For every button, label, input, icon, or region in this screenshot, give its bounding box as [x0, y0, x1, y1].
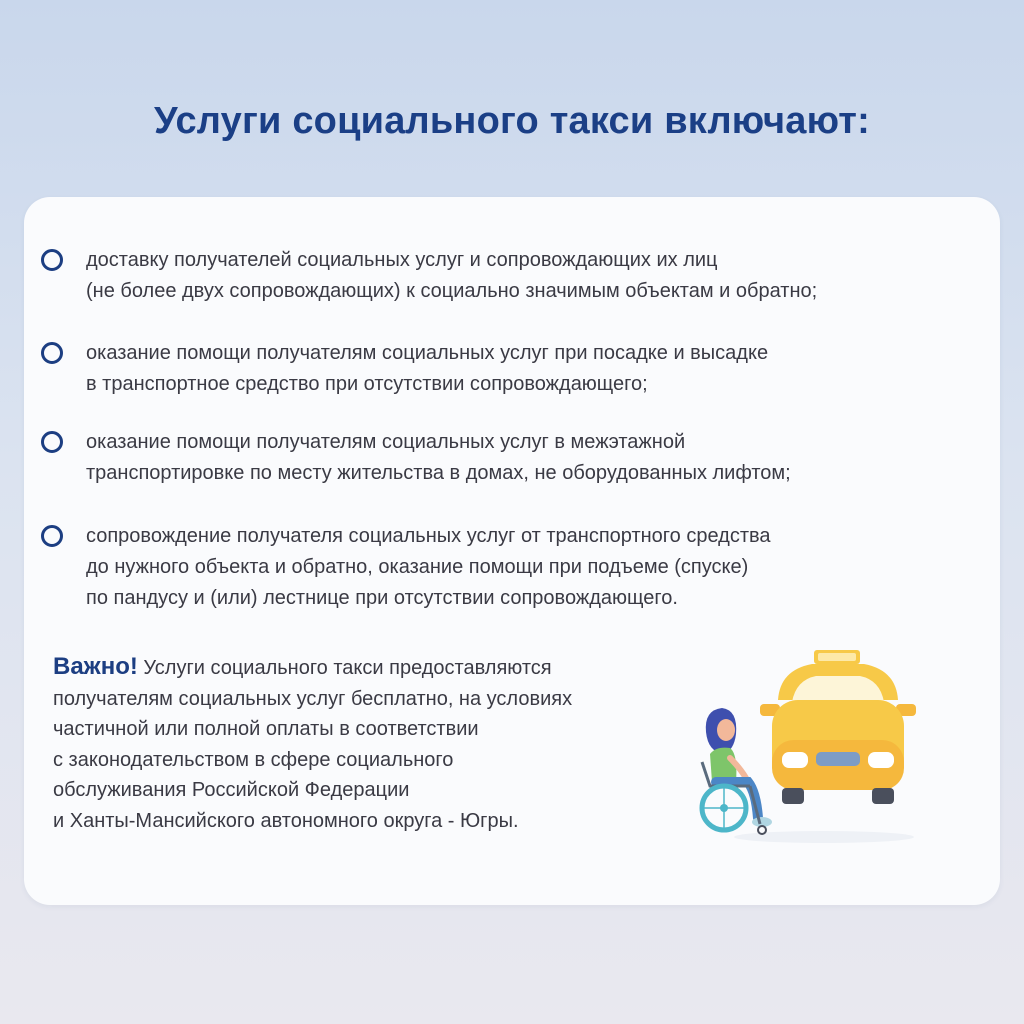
taxi-and-wheelchair-user-illustration: [664, 642, 924, 862]
list-item-line: доставку получателей социальных услуг и сопровождающих их лиц: [86, 249, 718, 271]
important-line-text: Услуги социального такси предоставляются: [143, 657, 552, 679]
list-item-text: [86, 245, 986, 307]
list-item-line: до нужного объекта и обратно, оказание помощи при подъеме (спуске): [86, 556, 749, 578]
taxi-icon: [760, 650, 916, 804]
list-item-line: оказание помощи получателям социальных услуг в межэтажной: [86, 431, 686, 453]
important-label: Важно!: [53, 653, 138, 680]
important-line: частичной или полной оплаты в соответствии: [53, 718, 479, 740]
circle-bullet-icon: [41, 342, 63, 364]
list-item-text: [86, 521, 986, 614]
list-item-line: в транспортное средство при отсутствии сопровождающего;: [86, 373, 648, 395]
wheelchair-user-icon: [702, 708, 772, 834]
list-item-text: [86, 338, 986, 400]
important-line: с законодательством в сфере социального: [53, 748, 454, 771]
list-item-line: оказание помощи получателям социальных услуг при посадке и высадке: [86, 342, 769, 364]
circle-bullet-icon: [41, 431, 63, 453]
circle-bullet-icon: [41, 249, 63, 271]
list-item-line: (не более двух сопровождающих) к социально значимым объектам и обратно;: [86, 280, 818, 302]
important-line: получателям социальных услуг бесплатно, на условиях: [53, 687, 573, 710]
important-line: [53, 652, 693, 684]
important-note: [53, 652, 693, 836]
circle-bullet-icon: [41, 525, 63, 547]
list-item-text: [86, 427, 986, 489]
important-line: обслуживания Российской Федерации: [53, 779, 410, 801]
page-title: Услуги социального такси включают:: [154, 100, 870, 142]
list-item-line: сопровождение получателя социальных услуг от транспортного средства: [86, 525, 771, 547]
services-card: [24, 197, 1000, 905]
list-item-line: транспортировке по месту жительства в домах, не оборудованных лифтом;: [86, 462, 791, 484]
important-line: и Ханты-Мансийского автономного округа - Югры.: [53, 809, 519, 832]
list-item-line: по пандусу и (или) лестнице при отсутствии сопровождающего.: [86, 587, 678, 609]
